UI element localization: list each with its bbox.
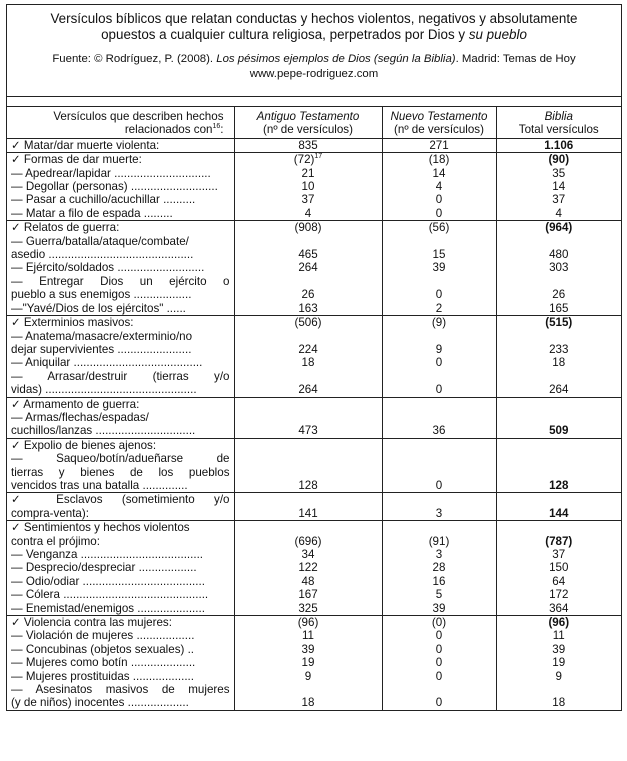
header-ot-line-1: Antiguo Testamento xyxy=(256,110,360,123)
ot-value: 122 xyxy=(234,561,382,574)
row-label: — Pasar a cuchillo/acuchillar .......... xyxy=(11,193,196,207)
row-label: — Apedrear/lapidar .............................. xyxy=(11,166,211,180)
nt-value: 0 xyxy=(382,656,496,669)
total-value: 37 xyxy=(496,548,621,561)
ot-value: 34 xyxy=(234,548,382,561)
table-row xyxy=(7,411,621,424)
nt-value: (0) xyxy=(382,616,496,630)
table-row xyxy=(7,521,621,535)
table-row xyxy=(7,316,621,330)
ot-value: 37 xyxy=(234,193,382,206)
total-value: 14 xyxy=(496,180,621,193)
row-label: asedio ............................................. xyxy=(11,248,194,262)
row-label: tierras y bienes de los pueblos xyxy=(11,465,230,479)
nt-value: (91) xyxy=(382,535,496,548)
row-label: ✓ Sentimientos y hechos violentos xyxy=(7,521,234,535)
ot-value: 325 xyxy=(234,602,382,616)
table-row xyxy=(7,507,621,521)
table-row xyxy=(7,248,621,261)
total-value: 165 xyxy=(496,302,621,316)
nt-value: 15 xyxy=(382,248,496,261)
nt-value: 28 xyxy=(382,561,496,574)
source-author: Fuente: © Rodríguez, P. (2008). xyxy=(52,53,217,65)
nt-value: 39 xyxy=(382,261,496,274)
table-row xyxy=(7,221,621,235)
header-category-colon: : xyxy=(220,123,224,137)
table-row xyxy=(7,479,621,493)
ot-value: 163 xyxy=(234,302,382,316)
nt-value: 0 xyxy=(382,383,496,397)
table-row xyxy=(7,602,621,616)
nt-value: 3 xyxy=(382,548,496,561)
row-label: ✓ Expolio de bienes ajenos: xyxy=(7,438,234,452)
header-category-text: relacionados con xyxy=(124,123,213,137)
ot-value xyxy=(234,153,382,167)
total-value: 144 xyxy=(496,507,621,521)
nt-value: 0 xyxy=(382,629,496,642)
total-value: 128 xyxy=(496,479,621,493)
header-bible-total xyxy=(496,107,621,138)
row-label: — Matar a filo de espada ......... xyxy=(11,206,173,220)
source-url: www.pepe-rodriguez.com xyxy=(249,68,379,80)
ot-value: (696) xyxy=(234,535,382,548)
total-value: 303 xyxy=(496,261,621,274)
nt-value: 0 xyxy=(382,479,496,493)
ot-value: 224 xyxy=(234,343,382,356)
nt-value: (18) xyxy=(382,153,496,167)
header-spacer xyxy=(7,97,621,107)
total-value: 1.106 xyxy=(496,138,621,152)
source-book-title: Los pésimos ejemplos de Dios (según la Biblia) xyxy=(216,53,456,65)
row-label: ✓ Esclavos (sometimiento y/o xyxy=(7,493,234,507)
ot-value: 11 xyxy=(234,629,382,642)
nt-value: 0 xyxy=(382,207,496,221)
total-value: 18 xyxy=(496,696,621,709)
row-label: ✓ Matar/dar muerte violenta: xyxy=(7,138,234,152)
table-row xyxy=(7,370,621,383)
ot-value: 26 xyxy=(234,288,382,301)
row-label: — Arrasar/destruir (tierras y/o xyxy=(11,369,230,383)
total-value: (964) xyxy=(496,221,621,235)
verses-table xyxy=(7,107,621,710)
row-label: — Asesinatos masivos de mujeres xyxy=(11,683,230,697)
row-label: pueblo a sus enemigos .................. xyxy=(11,288,192,302)
header-nt-line-2: (nº de versículos) xyxy=(394,123,484,137)
row-label: — Anatema/masacre/exterminio/no xyxy=(11,329,193,343)
nt-value: 2 xyxy=(382,302,496,316)
nt-value: (9) xyxy=(382,316,496,330)
table-row xyxy=(7,288,621,301)
ot-value: 141 xyxy=(234,507,382,521)
source-publisher: . Madrid: Temas de Hoy xyxy=(455,53,576,65)
document-header xyxy=(7,5,621,97)
row-label: — Concubinas (objetos sexuales) .. xyxy=(11,642,195,656)
header-old-testament xyxy=(234,107,382,138)
table-row xyxy=(7,452,621,465)
row-label: — Violación de mujeres .................. xyxy=(11,629,195,643)
document-frame xyxy=(6,4,622,711)
row-label: — Cólera ............................................. xyxy=(11,588,209,602)
total-value: (515) xyxy=(496,316,621,330)
ot-value: 264 xyxy=(234,383,382,397)
total-value: 35 xyxy=(496,167,621,180)
ot-value: 167 xyxy=(234,588,382,601)
table-row xyxy=(7,302,621,316)
row-label: ✓ Relatos de guerra: xyxy=(7,221,234,235)
ot-value: 473 xyxy=(234,424,382,438)
ot-value: 264 xyxy=(234,261,382,274)
table-row xyxy=(7,575,621,588)
title-line-1: Versículos bíblicos que relatan conductas y hechos violentos, negativos y absolutamente xyxy=(50,11,578,26)
ot-value: 39 xyxy=(234,643,382,656)
nt-value: 0 xyxy=(382,356,496,369)
document-title xyxy=(15,11,613,43)
footnote-ref: 17 xyxy=(314,153,323,161)
row-label: — Odio/odiar ...................................... xyxy=(11,574,205,588)
total-value: (96) xyxy=(496,616,621,630)
ot-value: 19 xyxy=(234,656,382,669)
ot-value: 128 xyxy=(234,479,382,493)
total-value: 364 xyxy=(496,602,621,616)
total-value: 172 xyxy=(496,588,621,601)
row-label: — Saqueo/botín/adueñarse de xyxy=(11,452,230,466)
total-value: (90) xyxy=(496,153,621,167)
table-row xyxy=(7,670,621,683)
row-label: ✓ Formas de dar muerte: xyxy=(7,153,234,167)
row-label: (y de niños) inocentes ................... xyxy=(11,696,189,710)
table-row xyxy=(7,548,621,561)
header-category xyxy=(7,107,234,138)
table-row xyxy=(7,466,621,479)
table-row xyxy=(7,193,621,206)
table-row xyxy=(7,356,621,369)
table-row xyxy=(7,138,621,152)
total-value: 39 xyxy=(496,643,621,656)
table-row xyxy=(7,383,621,397)
header-new-testament xyxy=(382,107,496,138)
row-label: — Armas/flechas/espadas/ xyxy=(11,410,149,424)
table-row xyxy=(7,207,621,221)
nt-value: 5 xyxy=(382,588,496,601)
table-row xyxy=(7,683,621,696)
ot-value: 18 xyxy=(234,356,382,369)
table-row xyxy=(7,343,621,356)
title-line-2-emphasis: su pueblo xyxy=(468,27,527,42)
ot-value: 9 xyxy=(234,670,382,683)
table-row xyxy=(7,235,621,248)
nt-value: (56) xyxy=(382,221,496,235)
total-value: 18 xyxy=(496,356,621,369)
ot-value: 4 xyxy=(234,207,382,221)
total-value: 480 xyxy=(496,248,621,261)
footnote-ref: 16 xyxy=(212,123,221,131)
nt-value: 9 xyxy=(382,343,496,356)
nt-value: 0 xyxy=(382,670,496,683)
total-value: 11 xyxy=(496,629,621,642)
table-row xyxy=(7,493,621,507)
nt-value: 16 xyxy=(382,575,496,588)
row-label: — Desprecio/despreciar .................. xyxy=(11,561,197,575)
total-value: 4 xyxy=(496,207,621,221)
total-value: 264 xyxy=(496,383,621,397)
ot-value: (96) xyxy=(234,616,382,630)
row-label: — Venganza ...................................... xyxy=(11,548,204,561)
table-row xyxy=(7,261,621,274)
total-value: 150 xyxy=(496,561,621,574)
row-label: — Guerra/batalla/ataque/combate/ xyxy=(11,234,189,248)
row-label: —"Yavé/Dios de los ejércitos" ...... xyxy=(11,301,186,315)
ot-value: 18 xyxy=(234,696,382,709)
header-total-line-1: Biblia xyxy=(544,110,573,123)
table-row xyxy=(7,535,621,548)
table-row xyxy=(7,180,621,193)
table-header-row xyxy=(7,107,621,138)
title-line-2-text: opuestos a cualquier cultura religiosa, perpetrados por Dios y xyxy=(101,27,469,42)
source-citation xyxy=(15,52,613,82)
table-row xyxy=(7,153,621,167)
ot-value: (506) xyxy=(234,316,382,330)
row-label: — Mujeres prostituidas ................... xyxy=(11,669,194,683)
nt-value: 4 xyxy=(382,180,496,193)
table-row xyxy=(7,629,621,642)
nt-value: 0 xyxy=(382,696,496,709)
header-nt-line-1: Nuevo Testamento xyxy=(390,110,488,123)
total-value: 26 xyxy=(496,288,621,301)
total-value: (787) xyxy=(496,535,621,548)
table-row xyxy=(7,616,621,630)
total-value: 9 xyxy=(496,670,621,683)
table-row xyxy=(7,656,621,669)
row-label: — Mujeres como botín .................... xyxy=(11,656,196,670)
row-label: vidas) ............................................... xyxy=(11,383,197,397)
ot-value: 21 xyxy=(234,167,382,180)
ot-value: 10 xyxy=(234,180,382,193)
row-label: contra el prójimo: xyxy=(11,534,100,548)
nt-value: 39 xyxy=(382,602,496,616)
row-label: — Enemistad/enemigos ..................... xyxy=(11,601,205,615)
row-label: ✓ Armamento de guerra: xyxy=(7,397,234,411)
total-value: 233 xyxy=(496,343,621,356)
header-category-line-1: Versículos que describen hechos xyxy=(53,110,224,123)
nt-value: 0 xyxy=(382,288,496,301)
table-row xyxy=(7,438,621,452)
table-row xyxy=(7,561,621,574)
nt-value: 0 xyxy=(382,193,496,206)
ot-value-text: (72) xyxy=(293,153,315,167)
nt-value: 3 xyxy=(382,507,496,521)
nt-value: 14 xyxy=(382,167,496,180)
table-row xyxy=(7,643,621,656)
table-row xyxy=(7,424,621,438)
total-value: 37 xyxy=(496,193,621,206)
table-row xyxy=(7,330,621,343)
row-label: — Entregar Dios un ejército o xyxy=(11,274,230,288)
row-label: — Aniquilar ........................................ xyxy=(11,356,203,370)
table-row xyxy=(7,167,621,180)
row-label: ✓ Violencia contra las mujeres: xyxy=(7,616,234,630)
table-row xyxy=(7,588,621,601)
row-label: — Ejército/soldados ........................... xyxy=(11,261,205,275)
row-label: — Degollar (personas) ........................... xyxy=(11,180,218,194)
table-row xyxy=(7,397,621,411)
nt-value: 0 xyxy=(382,643,496,656)
total-value: 509 xyxy=(496,424,621,438)
title-line-2 xyxy=(15,27,613,43)
ot-value: 48 xyxy=(234,575,382,588)
nt-value: 271 xyxy=(382,138,496,152)
ot-value: 465 xyxy=(234,248,382,261)
row-label: cuchillos/lanzas ............................... xyxy=(11,424,196,438)
ot-value: (908) xyxy=(234,221,382,235)
source-line-1 xyxy=(15,52,613,67)
header-total-line-2: Total versículos xyxy=(518,123,599,137)
header-category-line-2 xyxy=(11,123,224,136)
row-label: dejar supervivientes ....................... xyxy=(11,342,192,356)
row-label: ✓ Exterminios masivos: xyxy=(7,316,234,330)
total-value: 19 xyxy=(496,656,621,669)
ot-value: 835 xyxy=(234,138,382,152)
table-row xyxy=(7,275,621,288)
table-row xyxy=(7,696,621,709)
row-label: vencidos tras una batalla .............. xyxy=(11,478,188,492)
row-label: compra-venta): xyxy=(11,506,89,520)
header-ot-line-2: (nº de versículos) xyxy=(263,123,353,137)
nt-value: 36 xyxy=(382,424,496,438)
total-value: 64 xyxy=(496,575,621,588)
